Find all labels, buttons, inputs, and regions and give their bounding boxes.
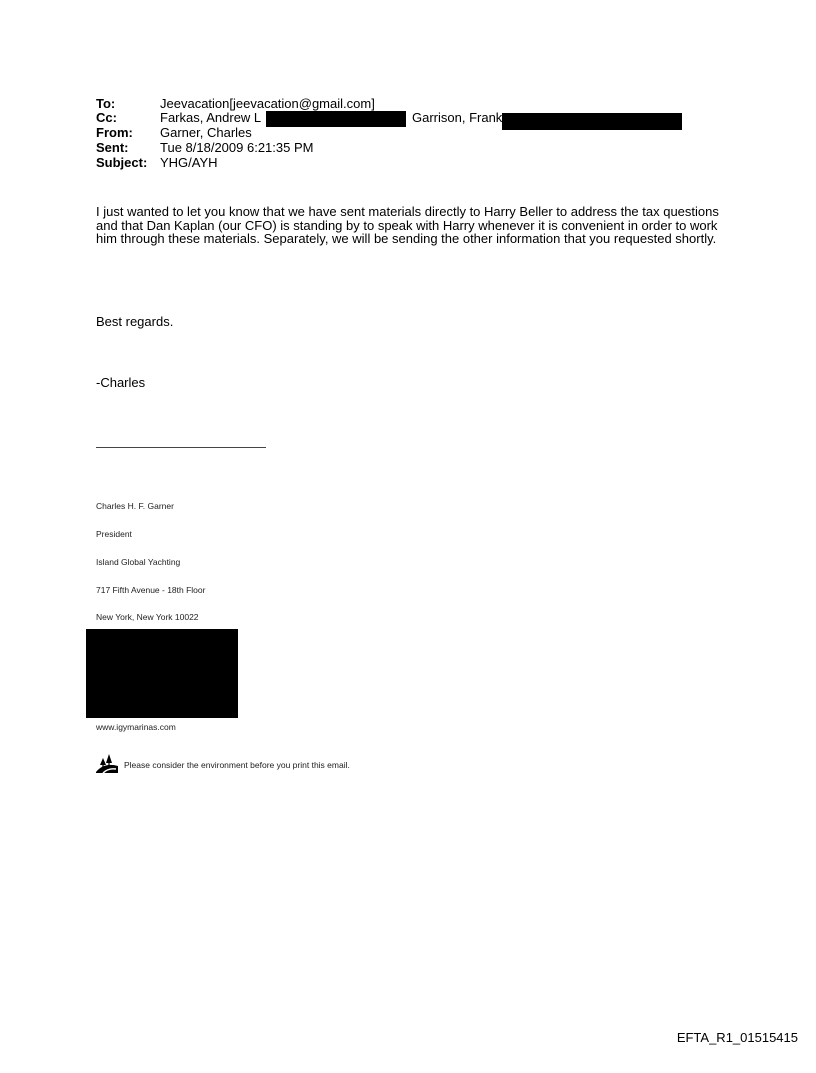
to-label: To: xyxy=(96,96,116,111)
tree-environment-icon xyxy=(94,752,120,774)
sent-label: Sent: xyxy=(96,140,129,155)
email-body-paragraph: I just wanted to let you know that we have sent materials directly to Harry Beller to address the tax questions and that Dan Kaplan (our CFO) is standing by to speak with Harry whenever it is convenient in order to work him through these materials. Separately, we will be sending the other information that you requested shortly. xyxy=(96,204,719,246)
signature-redaction xyxy=(86,629,238,718)
cc-value-2: Garrison, Frank xyxy=(412,110,503,125)
cc-label: Cc: xyxy=(96,110,117,125)
sent-value: Tue 8/18/2009 6:21:35 PM xyxy=(160,140,314,155)
email-closing: Best regards. xyxy=(96,314,174,329)
document-id: EFTA_R1_01515415 xyxy=(676,1030,798,1045)
environment-note: Please consider the environment before you print this email. xyxy=(124,760,350,770)
to-value: Jeevacation[jeevacation@gmail.com] xyxy=(160,96,375,111)
signature-address-line-2: New York, New York 10022 xyxy=(96,612,199,622)
signature-company: Island Global Yachting xyxy=(96,557,181,567)
cc-redaction-1 xyxy=(266,111,406,127)
cc-value-1: Farkas, Andrew L xyxy=(160,110,262,125)
signature-website: www.igymarinas.com xyxy=(96,722,176,732)
signature-name: Charles H. F. Garner xyxy=(96,501,174,511)
from-value: Garner, Charles xyxy=(160,125,252,140)
from-label: From: xyxy=(96,125,133,140)
cc-redaction-2 xyxy=(502,113,682,130)
signature-title: President xyxy=(96,529,132,539)
subject-label: Subject: xyxy=(96,155,148,170)
email-signoff: -Charles xyxy=(96,375,146,390)
subject-value: YHG/AYH xyxy=(160,155,218,170)
signature-divider xyxy=(96,447,266,448)
signature-address-line-1: 717 Fifth Avenue - 18th Floor xyxy=(96,585,206,595)
